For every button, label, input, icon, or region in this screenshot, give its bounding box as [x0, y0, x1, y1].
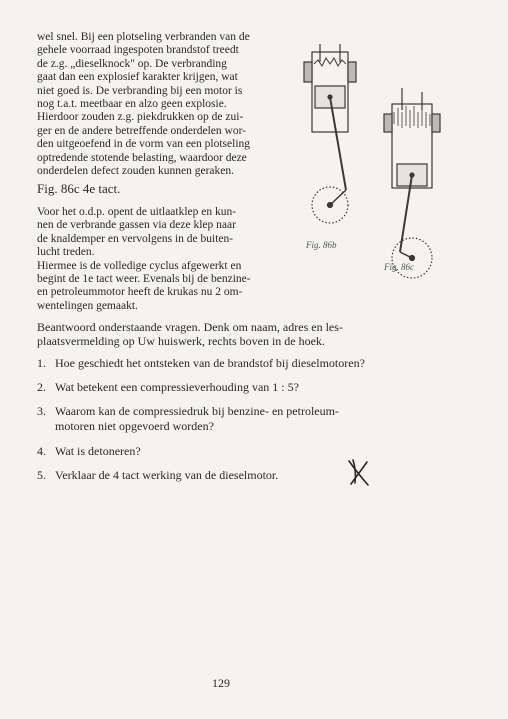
question-3 [37, 404, 339, 434]
paragraph-dieselknock [37, 31, 289, 178]
handwritten-cross-mark [344, 456, 374, 488]
instructions [37, 320, 477, 348]
question-text: Wat betekent een compressieverhouding van 1 : 5? [55, 380, 299, 394]
figure-86b-caption: Fig. 86b [306, 240, 337, 250]
question-text: Wat is detoneren? [55, 444, 141, 458]
text-line: nog t.a.t. meetbaar en alzo geen explosie. [37, 98, 227, 111]
text-line: begint de 1e tact weer. Evenals bij de benzine- [37, 273, 251, 286]
text-line: en petroleummotor heeft de krukas nu 2 om- [37, 286, 243, 299]
text-line: de knaldemper en vervolgens in de buiten- [37, 232, 234, 245]
text-line: optredende stotende belasting, waardoor deze [37, 151, 247, 164]
question-text: Waarom kan de compressiedruk bij benzine- en petroleum- [55, 404, 339, 418]
text-line: gehele voorraad ingespoten brandstof treedt [37, 44, 239, 57]
question-4 [37, 444, 141, 459]
paragraph-4e-tact [37, 206, 289, 313]
section-heading: Fig. 86c 4e tact. [37, 181, 121, 196]
text-line: ger en de andere betreffende onderdelen wor- [37, 124, 246, 137]
question-text: motoren niet opgevoerd worden? [55, 419, 214, 433]
question-1 [37, 356, 365, 371]
question-number: 4. [37, 444, 46, 458]
text-line: niet goed is. De verbranding bij een motor is [37, 84, 243, 97]
question-number: 2. [37, 380, 46, 394]
figure-86b-diagram [298, 40, 370, 240]
text-line: gaat dan een explosief karakter krijgen, wat [37, 71, 238, 84]
question-number: 3. [37, 404, 46, 418]
figure-86c-caption: Fig. 86c [384, 262, 414, 272]
page-number: 129 [212, 676, 230, 690]
text-line: Hierdoor zouden z.g. piekdrukken op de zui- [37, 111, 244, 124]
text-line: lucht treden. [37, 246, 95, 259]
text-line: wentelingen gemaakt. [37, 299, 138, 312]
question-number: 1. [37, 356, 46, 370]
text-line: de z.g. „dieselknock" op. De verbranding [37, 57, 227, 70]
text-line: Hiermee is de volledige cyclus afgewerkt en [37, 259, 242, 272]
question-text: Verklaar de 4 tact werking van de dieselmotor. [55, 468, 279, 482]
text-line: den uitgeoefend in de vorm van een plotseling [37, 138, 251, 151]
text-line: wel snel. Bij een plotseling verbranden van de [37, 31, 250, 43]
text-line: onderdelen defect zouden kunnen geraken. [37, 165, 235, 178]
question-2 [37, 380, 299, 395]
text-line: Beantwoord onderstaande vragen. Denk om naam, adres en les- [37, 320, 343, 334]
question-text: Hoe geschiedt het ontsteken van de brandstof bij dieselmotoren? [55, 356, 365, 370]
question-5 [37, 468, 278, 483]
text-line: nen de verbrande gassen via deze klep naar [37, 219, 236, 232]
figure-86c-diagram [378, 86, 458, 286]
text-line: Voor het o.d.p. opent de uitlaatklep en kun- [37, 206, 237, 218]
question-number: 5. [37, 468, 46, 482]
text-line: plaatsvermelding op Uw huiswerk, rechts boven in de hoek. [37, 334, 325, 348]
